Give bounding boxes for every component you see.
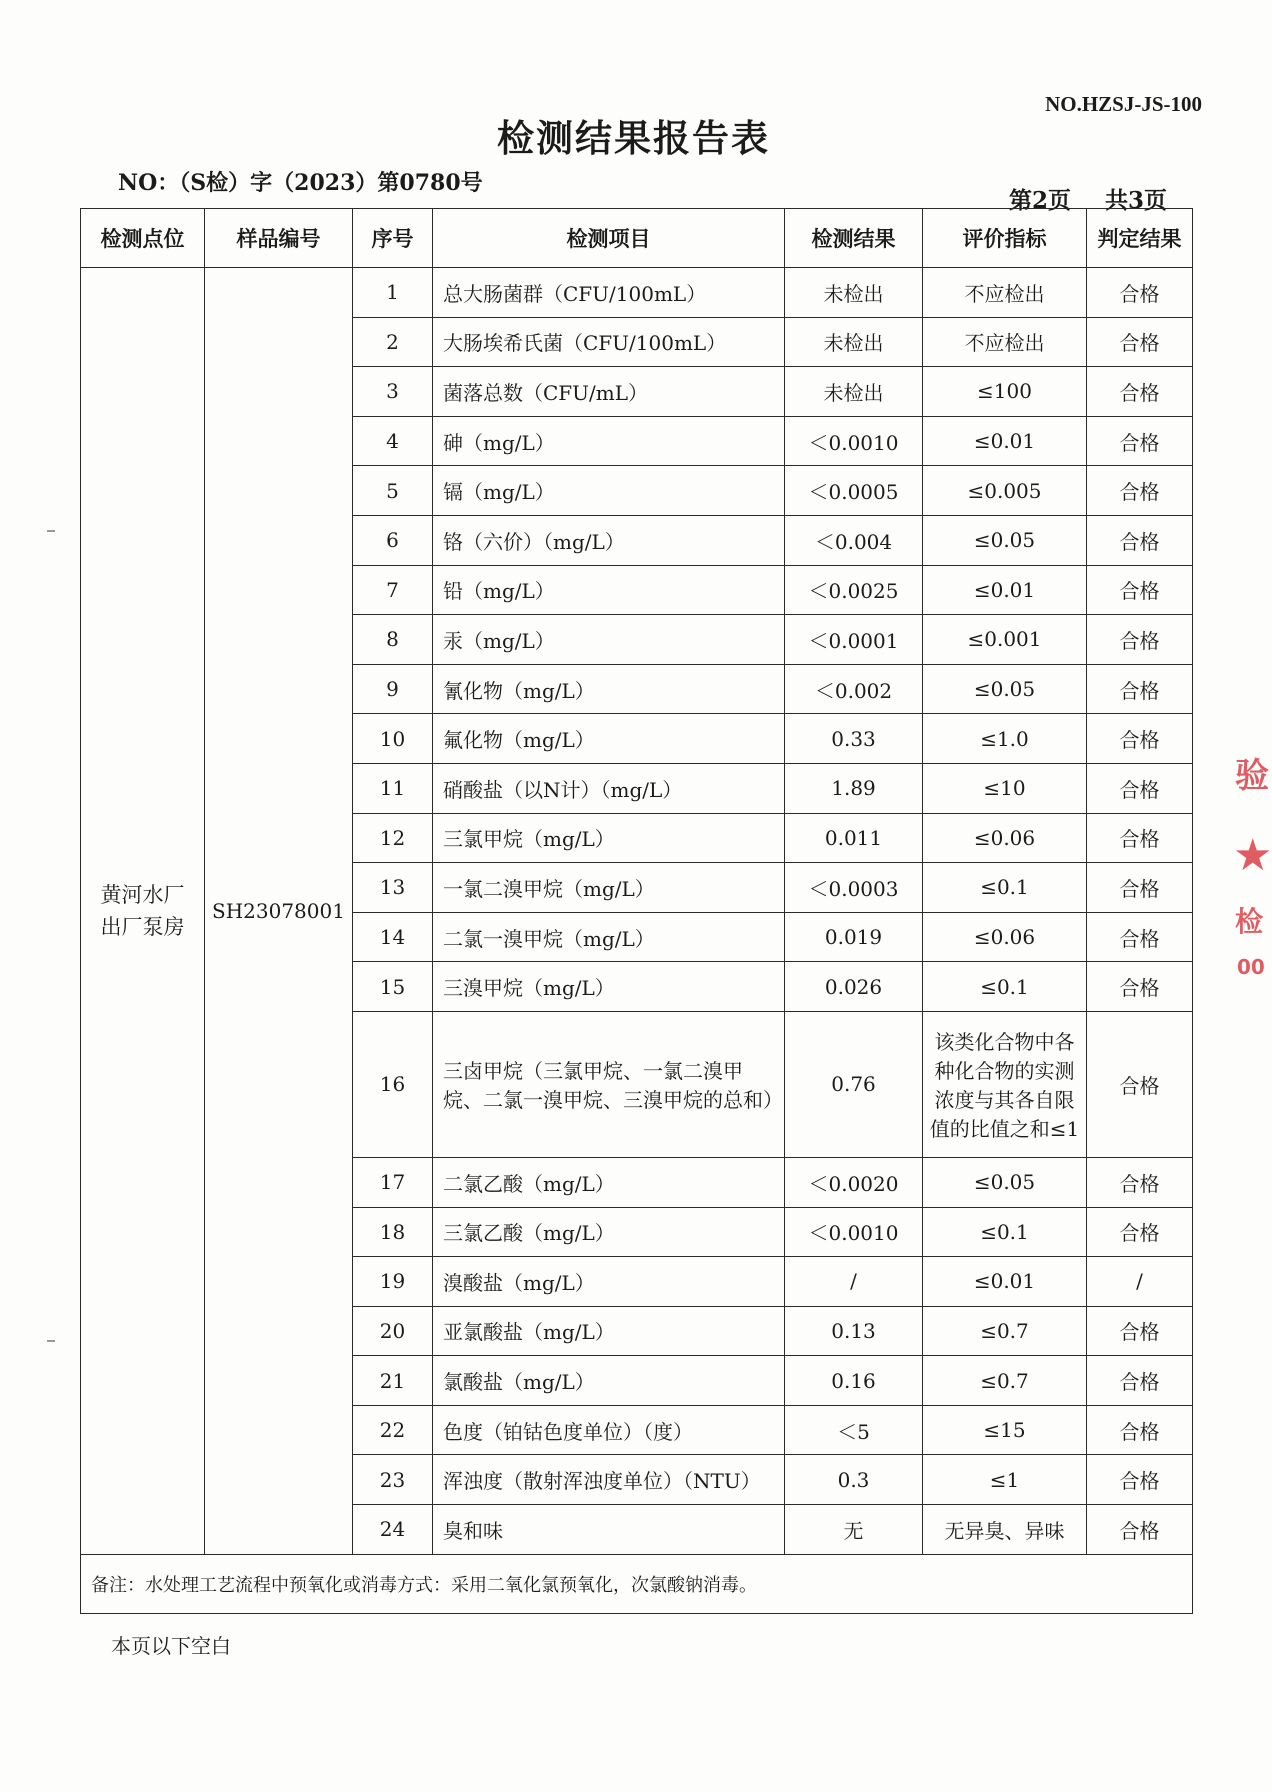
row-seq: 24 — [353, 1505, 433, 1555]
col-header-result: 检测结果 — [785, 209, 923, 268]
row-result: ＜0.004 — [785, 515, 923, 565]
row-item: 三溴甲烷（mg/L） — [433, 962, 785, 1012]
row-limit: ≤0.05 — [923, 515, 1087, 565]
table-header-row — [81, 209, 1193, 268]
row-item: 二氯一溴甲烷（mg/L） — [433, 912, 785, 962]
row-item: 铅（mg/L） — [433, 565, 785, 615]
row-seq: 9 — [353, 664, 433, 714]
row-verdict: 合格 — [1087, 1306, 1193, 1356]
sampling-location — [81, 268, 205, 1555]
row-seq: 4 — [353, 416, 433, 466]
page-current: 第2页 — [1008, 187, 1071, 214]
row-seq: 22 — [353, 1405, 433, 1455]
row-result: / — [785, 1257, 923, 1307]
row-result: 0.026 — [785, 962, 923, 1012]
row-limit: ≤0.01 — [923, 416, 1087, 466]
row-limit: 不应检出 — [923, 317, 1087, 367]
row-item: 一氯二溴甲烷（mg/L） — [433, 863, 785, 913]
row-limit: 不应检出 — [923, 268, 1087, 318]
row-result: 无 — [785, 1505, 923, 1555]
row-item: 三卤甲烷（三氯甲烷、一氯二溴甲烷、二氯一溴甲烷、三溴甲烷的总和） — [433, 1011, 785, 1157]
row-verdict: 合格 — [1087, 367, 1193, 417]
row-seq: 15 — [353, 962, 433, 1012]
stamp-char: 验 — [1235, 756, 1269, 796]
row-limit: ≤0.1 — [923, 962, 1087, 1012]
row-limit: ≤0.01 — [923, 565, 1087, 615]
row-result: 0.011 — [785, 813, 923, 863]
row-seq: 2 — [353, 317, 433, 367]
row-item: 砷（mg/L） — [433, 416, 785, 466]
location-line: 出厂泵房 — [100, 914, 185, 939]
location-line: 黄河水厂 — [100, 882, 185, 907]
row-seq: 3 — [353, 367, 433, 417]
row-seq: 16 — [353, 1011, 433, 1157]
row-result: ＜0.0005 — [785, 466, 923, 516]
row-result: 1.89 — [785, 763, 923, 813]
row-verdict: 合格 — [1087, 565, 1193, 615]
col-header-location: 检测点位 — [81, 209, 205, 268]
table-note: 备注：水处理工艺流程中预氧化或消毒方式：采用二氧化氯预氧化，次氯酸钠消毒。 — [81, 1554, 1193, 1613]
table-row — [81, 268, 1193, 318]
row-item: 色度（铂钴色度单位）（度） — [433, 1405, 785, 1455]
row-limit: ≤0.1 — [923, 863, 1087, 913]
row-seq: 21 — [353, 1356, 433, 1406]
row-result: 0.13 — [785, 1306, 923, 1356]
report-title: 检测结果报告表 — [497, 116, 770, 160]
row-limit: 该类化合物中各种化合物的实测浓度与其各自限值的比值之和≤1 — [923, 1011, 1087, 1157]
col-header-verdict: 判定结果 — [1087, 209, 1193, 268]
row-seq: 17 — [353, 1157, 433, 1207]
row-limit: ≤0.005 — [923, 466, 1087, 516]
row-limit: ≤100 — [923, 367, 1087, 417]
row-limit: ≤15 — [923, 1405, 1087, 1455]
blank-page-note: 本页以下空白 — [111, 1634, 231, 1658]
row-result: 0.019 — [785, 912, 923, 962]
row-result: ＜0.0020 — [785, 1157, 923, 1207]
row-verdict: 合格 — [1087, 714, 1193, 764]
results-table-body — [81, 268, 1193, 1614]
row-verdict: 合格 — [1087, 1157, 1193, 1207]
row-seq: 13 — [353, 863, 433, 913]
row-result: ＜0.0003 — [785, 863, 923, 913]
row-result: ＜0.0010 — [785, 416, 923, 466]
row-verdict: 合格 — [1087, 912, 1193, 962]
col-header-item: 检测项目 — [433, 209, 785, 268]
document-code: NO.HZSJ-JS-100 — [1045, 92, 1202, 116]
stamp-char: 00 — [1237, 955, 1265, 979]
row-item: 二氯乙酸（mg/L） — [433, 1157, 785, 1207]
stamp-char: 检 — [1235, 905, 1264, 938]
row-item: 浑浊度（散射浑浊度单位）（NTU） — [433, 1455, 785, 1505]
row-result: ＜0.0010 — [785, 1207, 923, 1257]
row-result: 0.3 — [785, 1455, 923, 1505]
row-verdict: 合格 — [1087, 466, 1193, 516]
row-seq: 8 — [353, 615, 433, 665]
scan-edge-mark — [47, 1340, 55, 1342]
row-result: 0.76 — [785, 1011, 923, 1157]
page-total: 共3页 — [1104, 187, 1167, 214]
row-item: 铬（六价）（mg/L） — [433, 515, 785, 565]
row-result: ＜0.002 — [785, 664, 923, 714]
row-limit: ≤0.01 — [923, 1257, 1087, 1307]
col-header-sample-id: 样品编号 — [205, 209, 353, 268]
row-verdict: 合格 — [1087, 1405, 1193, 1455]
row-verdict: 合格 — [1087, 1505, 1193, 1555]
row-verdict: 合格 — [1087, 664, 1193, 714]
row-item: 三氯乙酸（mg/L） — [433, 1207, 785, 1257]
row-item: 总大肠菌群（CFU/100mL） — [433, 268, 785, 318]
row-seq: 7 — [353, 565, 433, 615]
row-result: 0.16 — [785, 1356, 923, 1406]
row-verdict: / — [1087, 1257, 1193, 1307]
row-verdict: 合格 — [1087, 1011, 1193, 1157]
stamp-star-icon: ★ — [1233, 830, 1272, 881]
row-limit: ≤1 — [923, 1455, 1087, 1505]
row-item: 氟化物（mg/L） — [433, 714, 785, 764]
row-result: 未检出 — [785, 268, 923, 318]
row-verdict: 合格 — [1087, 813, 1193, 863]
row-result: 未检出 — [785, 367, 923, 417]
row-verdict: 合格 — [1087, 317, 1193, 367]
row-seq: 10 — [353, 714, 433, 764]
row-limit: ≤0.7 — [923, 1356, 1087, 1406]
row-seq: 1 — [353, 268, 433, 318]
scan-edge-mark — [47, 530, 55, 532]
row-item: 溴酸盐（mg/L） — [433, 1257, 785, 1307]
row-seq: 6 — [353, 515, 433, 565]
row-verdict: 合格 — [1087, 615, 1193, 665]
row-limit: ≤0.06 — [923, 912, 1087, 962]
row-verdict: 合格 — [1087, 1356, 1193, 1406]
row-verdict: 合格 — [1087, 416, 1193, 466]
row-result: 0.33 — [785, 714, 923, 764]
row-seq: 23 — [353, 1455, 433, 1505]
row-item: 镉（mg/L） — [433, 466, 785, 516]
row-item: 菌落总数（CFU/mL） — [433, 367, 785, 417]
row-item: 大肠埃希氏菌（CFU/100mL） — [433, 317, 785, 367]
row-seq: 18 — [353, 1207, 433, 1257]
row-seq: 19 — [353, 1257, 433, 1307]
row-verdict: 合格 — [1087, 515, 1193, 565]
row-limit: ≤0.7 — [923, 1306, 1087, 1356]
report-number: NO：（S检）字（2023）第0780号 — [118, 170, 483, 196]
row-limit: ≤0.06 — [923, 813, 1087, 863]
col-header-limit: 评价指标 — [923, 209, 1087, 268]
row-limit: ≤0.001 — [923, 615, 1087, 665]
row-item: 氯酸盐（mg/L） — [433, 1356, 785, 1406]
row-result: ＜0.0001 — [785, 615, 923, 665]
row-item: 氰化物（mg/L） — [433, 664, 785, 714]
row-seq: 20 — [353, 1306, 433, 1356]
row-item: 汞（mg/L） — [433, 615, 785, 665]
row-verdict: 合格 — [1087, 268, 1193, 318]
row-item: 硝酸盐（以N计）（mg/L） — [433, 763, 785, 813]
row-result: ＜0.0025 — [785, 565, 923, 615]
table-note-row — [81, 1554, 1193, 1613]
row-item: 三氯甲烷（mg/L） — [433, 813, 785, 863]
row-verdict: 合格 — [1087, 763, 1193, 813]
row-verdict: 合格 — [1087, 1207, 1193, 1257]
red-seal-stamp — [1229, 730, 1272, 990]
row-result: ＜5 — [785, 1405, 923, 1455]
results-table-container — [80, 208, 1192, 1614]
col-header-seq: 序号 — [353, 209, 433, 268]
results-table — [80, 208, 1193, 1614]
row-item: 臭和味 — [433, 1505, 785, 1555]
row-limit: ≤0.1 — [923, 1207, 1087, 1257]
row-limit: ≤0.05 — [923, 1157, 1087, 1207]
row-verdict: 合格 — [1087, 863, 1193, 913]
row-limit: ≤1.0 — [923, 714, 1087, 764]
row-seq: 12 — [353, 813, 433, 863]
row-limit: ≤0.05 — [923, 664, 1087, 714]
row-verdict: 合格 — [1087, 962, 1193, 1012]
row-item: 亚氯酸盐（mg/L） — [433, 1306, 785, 1356]
row-seq: 5 — [353, 466, 433, 516]
row-limit: ≤10 — [923, 763, 1087, 813]
row-result: 未检出 — [785, 317, 923, 367]
row-seq: 11 — [353, 763, 433, 813]
row-limit: 无异臭、异味 — [923, 1505, 1087, 1555]
row-verdict: 合格 — [1087, 1455, 1193, 1505]
row-seq: 14 — [353, 912, 433, 962]
sample-id: SH23078001 — [205, 268, 353, 1555]
